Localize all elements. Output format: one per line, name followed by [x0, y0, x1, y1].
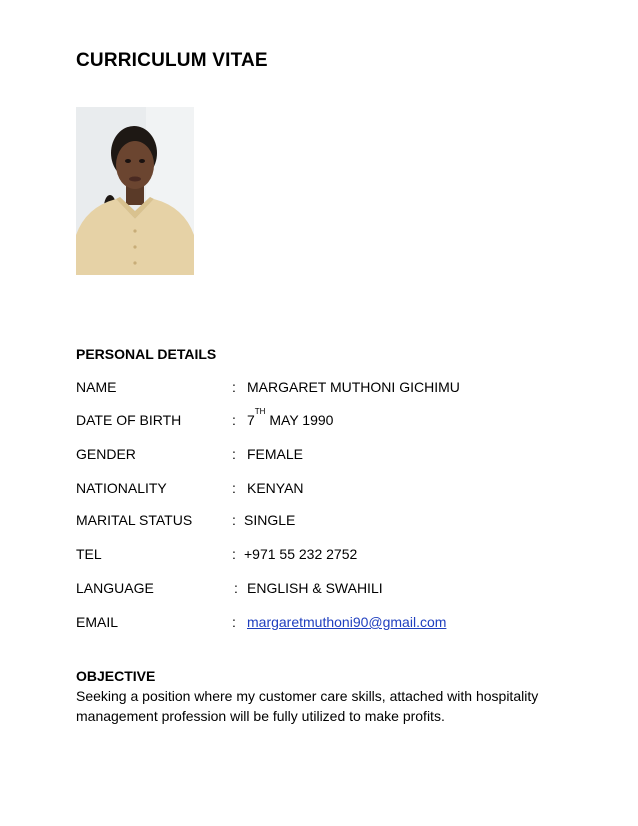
language-label: LANGUAGE: [76, 580, 154, 596]
nationality-label: NATIONALITY: [76, 480, 167, 496]
marital-status-separator: :: [232, 512, 236, 528]
email-link[interactable]: margaretmuthoni90@gmail.com: [247, 614, 447, 630]
email-row: [76, 612, 576, 632]
name-label: NAME: [76, 379, 117, 395]
tel-label: TEL: [76, 546, 102, 562]
gender-label: GENDER: [76, 446, 136, 462]
marital-status-label: MARITAL STATUS: [76, 512, 193, 528]
nationality-separator: :: [232, 480, 236, 496]
dob-label: DATE OF BIRTH: [76, 412, 182, 428]
profile-photo: [76, 107, 194, 275]
language-row: [76, 578, 576, 598]
marital-status-row: [76, 510, 576, 530]
tel-separator: :: [232, 546, 236, 562]
nationality-value: KENYAN: [247, 480, 304, 496]
name-value: MARGARET MUTHONI GICHIMU: [247, 379, 460, 395]
nationality-row: [76, 478, 576, 498]
email-value-wrapper: [247, 612, 446, 632]
email-separator: :: [232, 614, 236, 630]
tel-value: +971 55 232 2752: [244, 546, 358, 562]
email-label: EMAIL: [76, 614, 119, 630]
marital-status-value: SINGLE: [244, 512, 296, 528]
gender-value: FEMALE: [247, 446, 304, 462]
tel-row: [76, 544, 576, 564]
gender-row: [76, 444, 576, 464]
dob-day-suffix: TH: [254, 407, 266, 416]
language-separator: :: [234, 580, 238, 596]
dob-day: 7: [247, 412, 255, 428]
dob-row: [76, 407, 576, 430]
name-separator: :: [232, 379, 236, 395]
dob-separator: :: [232, 412, 236, 428]
portrait-photo-icon: [76, 107, 194, 275]
language-value: ENGLISH & SWAHILI: [247, 580, 383, 596]
page-title: CURRICULUM VITAE: [76, 50, 268, 71]
gender-separator: :: [232, 446, 236, 462]
name-row: [76, 377, 576, 397]
objective-heading: OBJECTIVE: [76, 668, 156, 684]
dob-value: [247, 407, 334, 430]
dob-month-year: MAY 1990: [269, 412, 334, 428]
personal-details-heading: PERSONAL DETAILS: [76, 346, 217, 362]
objective-text: Seeking a position where my customer care skills, attached with hospitality management profession will be fully utilized to make profits.: [76, 688, 539, 724]
